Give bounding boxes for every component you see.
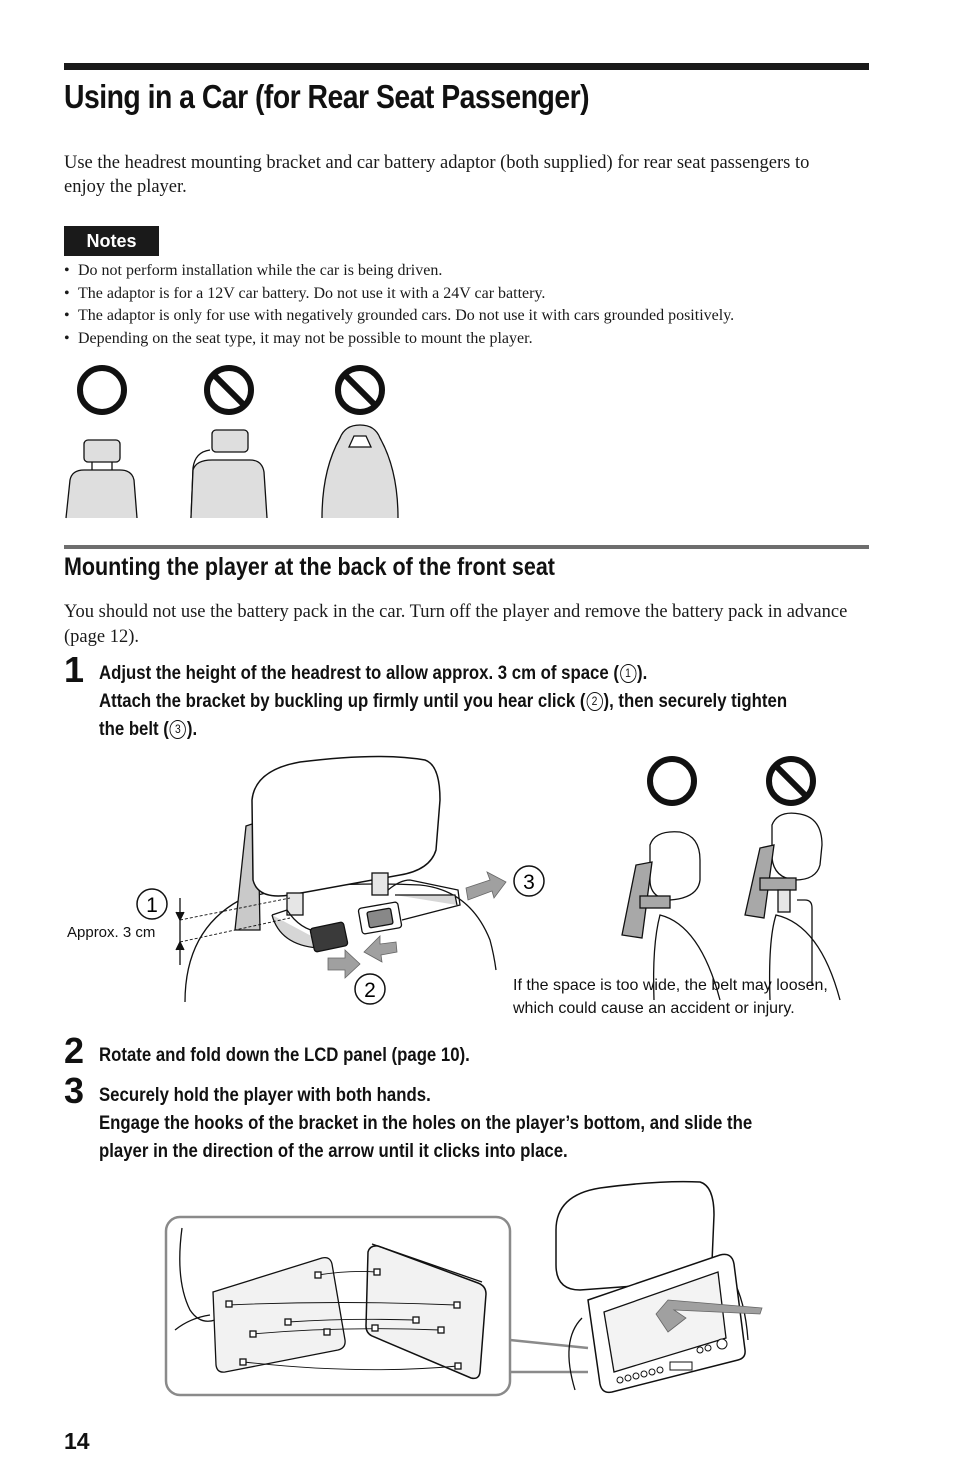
page-title: Using in a Car (for Rear Seat Passenger): [64, 78, 590, 115]
step-line: the belt ( 3 ).: [99, 718, 198, 740]
approx-label: Approx. 3 cm: [67, 924, 156, 941]
svg-text:3: 3: [523, 871, 535, 894]
callout-number: 1: [620, 664, 636, 683]
svg-text:2: 2: [364, 979, 376, 1002]
step-number: 2: [64, 1030, 85, 1071]
section-title: Mounting the player at the back of the front seat: [64, 553, 555, 581]
step-number: 3: [64, 1070, 85, 1111]
page-number: 14: [64, 1428, 90, 1454]
list-item: • The adaptor is for a 12V car battery. Do not use it with a 24V car battery.: [64, 283, 884, 306]
notes-badge: Notes: [64, 226, 159, 256]
intro-paragraph: Use the headrest mounting bracket and car battery adaptor (both supplied) for rear seat passengers to enjoy the player.: [64, 153, 810, 197]
list-item: • Depending on the seat type, it may not be possible to mount the player.: [64, 328, 884, 351]
step-line: Engage the hooks of the bracket in the holes on the player’s bottom, and slide the: [99, 1112, 753, 1134]
step-line: player in the direction of the arrow until it clicks into place.: [99, 1140, 568, 1162]
list-item: • The adaptor is only for use with negatively grounded cars. Do not use it with cars grounded positively.: [64, 305, 884, 328]
caption-line: which could cause an accident or injury.: [513, 1000, 795, 1017]
callout-number: 3: [170, 720, 186, 739]
section-intro: You should not use the battery pack in the car. Turn off the player and remove the battery pack in advance (page 12).: [64, 602, 848, 647]
step-line: Attach the bracket by buckling up firmly until you hear click ( 2 ), then securely tighten: [99, 690, 788, 712]
step-line: Adjust the height of the headrest to allow approx. 3 cm of space ( 1 ).: [99, 662, 648, 684]
step-number: 1: [64, 649, 85, 690]
callout-number: 2: [586, 692, 602, 711]
step-line: Rotate and fold down the LCD panel (page 10).: [99, 1044, 470, 1066]
caption-line: If the space is too wide, the belt may loosen,: [513, 977, 828, 994]
svg-text:1: 1: [146, 894, 158, 917]
list-item: • Do not perform installation while the car is being driven.: [64, 260, 884, 283]
step-line: Securely hold the player with both hands.: [99, 1084, 431, 1106]
